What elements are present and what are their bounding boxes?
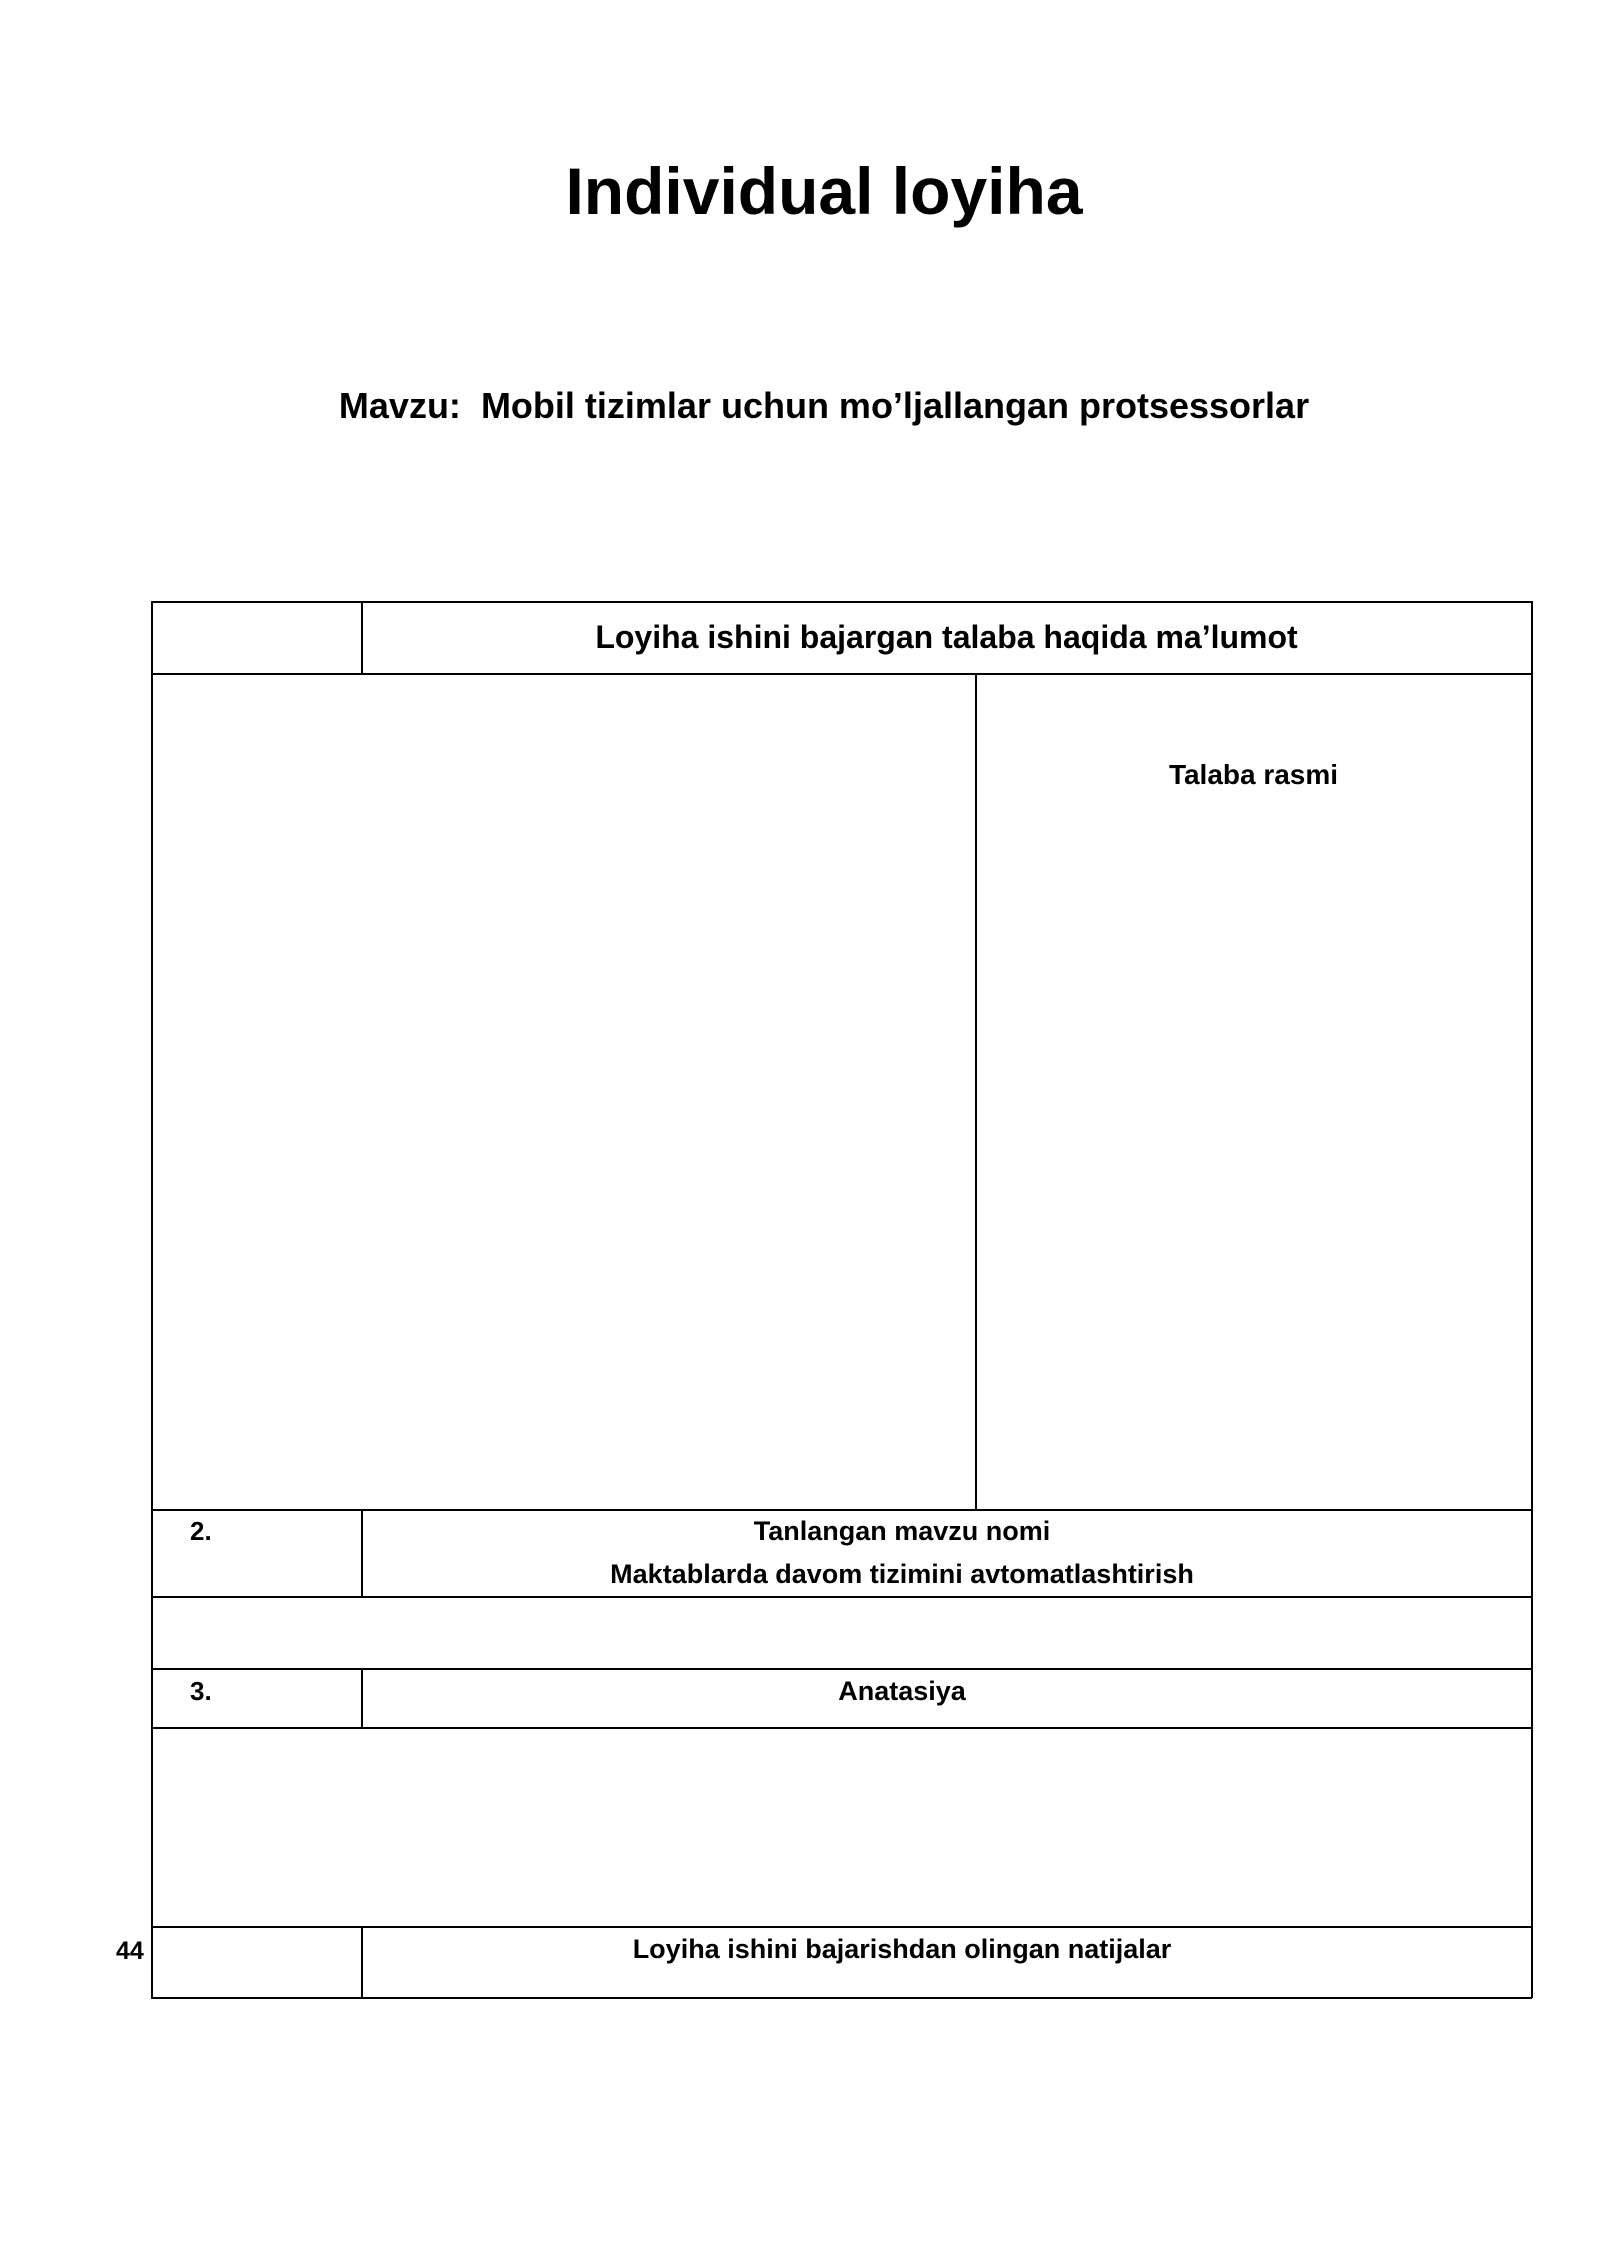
- results-title: Loyiha ishini bajarishdan olingan natijalar: [632, 1934, 1172, 1964]
- selected-topic-title: Tanlangan mavzu nomi: [753, 1516, 1051, 1546]
- table-line: [151, 601, 153, 1998]
- student-photo-label: Talaba rasmi: [1168, 759, 1339, 790]
- row-number-3: 3.: [190, 1676, 212, 1706]
- table-line: [1531, 601, 1533, 1998]
- table-line: [151, 673, 1532, 675]
- subject-line: [0, 385, 1600, 426]
- table-header: Loyiha ishini bajargan talaba haqida ma’lumot: [595, 619, 1298, 655]
- document-title: Individual loyiha: [565, 154, 1083, 228]
- table-line: [151, 1926, 1532, 1928]
- row-number-2: 2.: [190, 1516, 212, 1546]
- table-line: [151, 1997, 1532, 1999]
- table-line: [151, 1727, 1532, 1729]
- table-line: [151, 1596, 1532, 1598]
- selected-topic-value: Maktablarda davom tizimini avtomatlashtirish: [610, 1559, 1194, 1589]
- subject-text: Mobil tizimlar uchun mo’ljallangan protsessorlar: [480, 385, 1310, 426]
- page-number: 44: [116, 1937, 144, 1965]
- table-line: [151, 601, 1532, 603]
- table-line: [975, 673, 977, 1509]
- subject-label: Mavzu:: [338, 385, 461, 426]
- table-line: [151, 1509, 1532, 1511]
- table-line: [151, 1668, 1532, 1670]
- annotation-title: Anatasiya: [838, 1676, 966, 1706]
